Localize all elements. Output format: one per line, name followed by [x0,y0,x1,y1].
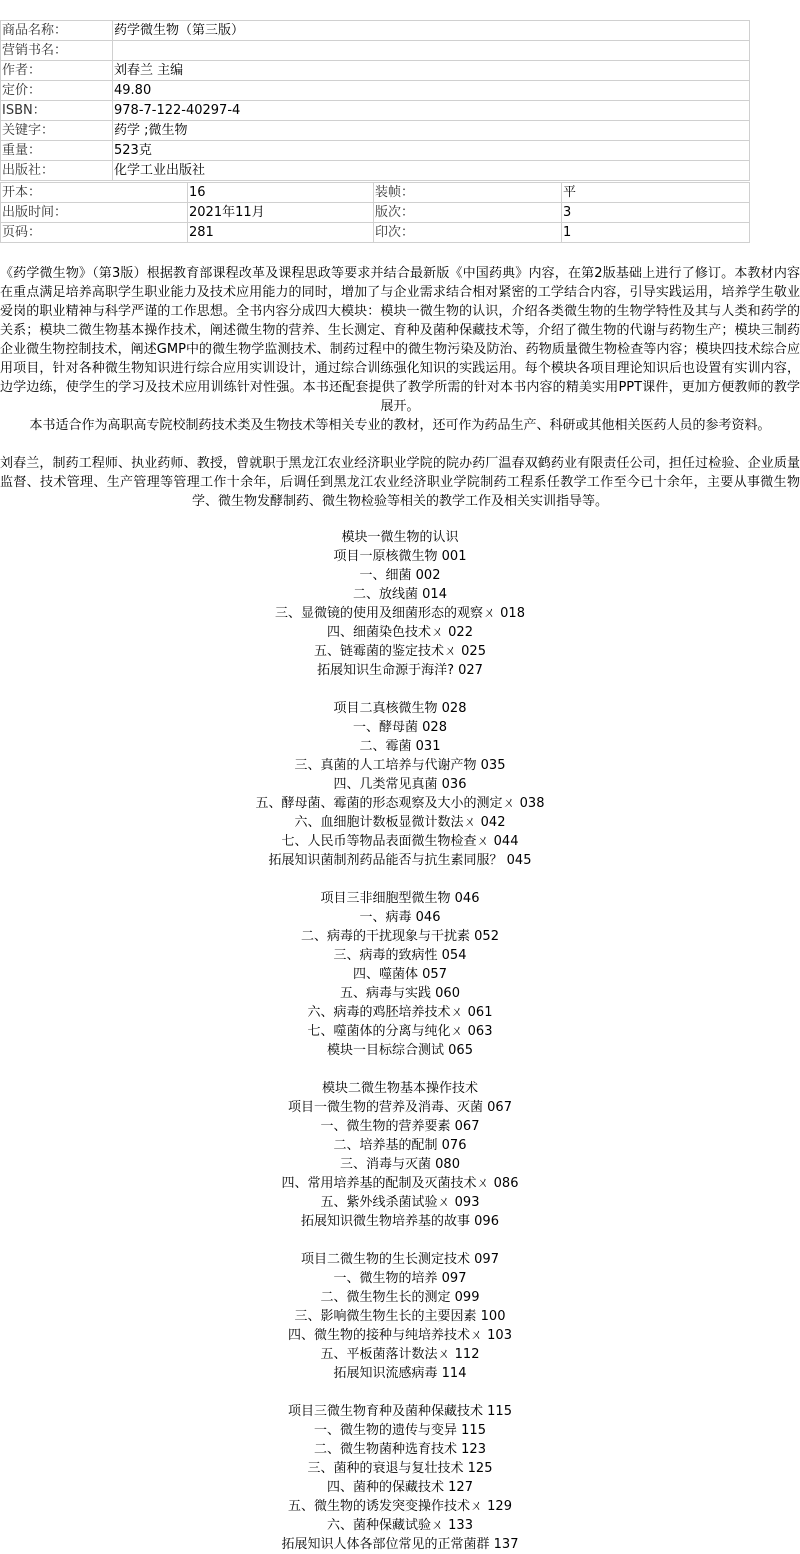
toc-entry: 一、微生物的培养 097 [333,1271,467,1286]
toc-entry: 四、菌种的保藏技术 127 [327,1480,473,1495]
toc-entry: 模块二微生物基本操作技术 [321,1081,478,1096]
toc-entry: 一、微生物的营养要素 067 [320,1119,480,1134]
toc-entry: 项目二微生物的生长测定技术 097 [301,1252,499,1267]
spec-value: 3 [562,203,750,223]
spec-row [1,203,750,223]
toc-entry: 六、病毒的鸡胚培养技术ㄨ 061 [307,1005,493,1020]
spec-value: 281 [188,223,374,243]
toc-entry: 五、链霉菌的鉴定技术ㄨ 025 [314,644,486,659]
spec-row [1,183,750,203]
spec-row [1,223,750,243]
info-label: 关键字： [1,121,113,141]
toc-entry: 模块一目标综合测试 065 [327,1043,473,1058]
info-value: 化学工业出版社 [113,161,750,181]
toc-entry: 模块一微生物的认识 [341,530,459,545]
toc-entry: 拓展知识人体各部位常见的正常菌群 137 [281,1537,519,1552]
toc-entry: 三、影响微生物生长的主要因素 100 [294,1309,506,1324]
info-label: 出版社： [1,161,113,181]
toc-entry: 一、微生物的遗传与变异 115 [314,1423,486,1438]
toc-entry: 二、放线菌 014 [353,587,447,602]
toc-entry: 二、病毒的干扰现象与干扰素 052 [301,929,499,944]
info-row [1,21,750,41]
info-label: 定价： [1,81,113,101]
toc-entry: 五、紫外线杀菌试验ㄨ 093 [320,1195,480,1210]
toc-spacer [0,1383,800,1402]
table-of-contents [0,528,800,1554]
spec-value: 1 [562,223,750,243]
toc-entry: 拓展知识流感病毒 114 [333,1366,467,1381]
toc-spacer [0,870,800,889]
info-value: 49.80 [113,81,750,101]
toc-entry: 项目一原核微生物 001 [333,549,467,564]
toc-entry: 一、病毒 046 [359,910,441,925]
toc-entry: 三、菌种的衰退与复壮技术 125 [307,1461,493,1476]
toc-entry: 七、噬菌体的分离与纯化ㄨ 063 [307,1024,493,1039]
toc-entry: 二、微生物生长的测定 099 [320,1290,480,1305]
toc-entry: 项目一微生物的营养及消毒、灭菌 067 [288,1100,512,1115]
info-label: 营销书名： [1,41,113,61]
toc-entry: 拓展知识生命源于海洋? 027 [317,663,483,678]
toc-spacer [0,1231,800,1250]
info-value: 523克 [113,141,750,161]
spec-value: 平 [562,183,750,203]
book-audience: 本书适合作为高职高专院校制药技术类及生物技术等相关专业的教材，还可作为药品生产、科研或其他相关医药人员的参考资料。 [29,418,771,433]
info-row [1,121,750,141]
toc-entry: 六、菌种保藏试验ㄨ 133 [327,1518,473,1533]
toc-entry: 一、细菌 002 [359,568,441,583]
toc-entry: 五、平板菌落计数法ㄨ 112 [320,1347,480,1362]
info-row [1,41,750,61]
author-bio: 刘春兰，制药工程师、执业药师、教授，曾就职于黑龙江农业经济职业学院的院办药厂温春双鹤药业有限责任公司，担任过检验、企业质量监督、技术管理、生产管理等管理工作十余年，后调任到黑龙江农业经济职业学院制药工程系任教学工作至今已十余年，主要从事微生物学、微生物发酵制药、微生物检验等相关的教学工作及相关实训指导等。 [0,456,800,509]
info-value: 药学 ;微生物 [113,121,750,141]
info-value: 978-7-122-40297-4 [113,101,750,121]
book-info-table [0,20,750,181]
toc-spacer [0,1060,800,1079]
book-description: 《药学微生物》（第3版）根据教育部课程改革及课程思政等要求并结合最新版《中国药典》内容，在第2版基础上进行了修订。本教材内容在重点满足培养高职学生职业能力及技术应用能力的同时，增加了与企业需求结合相对紧密的工学结合内容，引导实践运用，培养学生敬业爱岗的职业精神与科学严谨的工作思想。全书内容分成四大模块：模块一微生物的认识，介绍各类微生物的生物学特性及其与人类和药学的关系；模块二微生物基本操作技术，阐述微生物的营养、生长测定、育种及菌种保藏技术等，介绍了微生物的代谢与药物生产；模块三制药企业微生物控制技术，阐述GMP中的微生物学监测技术、制药过程中的微生物污染及防治、药物质量微生物检查等内容；模块四技术综合应用项目，针对各种微生物知识进行综合应用实训设计，通过综合训练强化知识的实践运用。每个模块各项目理论知识后也设置有实训内容，边学边练，使学生的学习及技术应用训练针对性强。本书还配套提供了教学所需的针对本书内容的精美实用PPT课件，更加方便教师的教学展开。 [0,266,800,414]
spec-label: 印次： [374,223,562,243]
info-label: 商品名称： [1,21,113,41]
toc-entry: 项目三微生物育种及菌种保藏技术 115 [288,1404,512,1419]
spec-value: 16 [188,183,374,203]
book-specs-table [0,182,750,243]
toc-entry: 四、几类常见真菌 036 [333,777,467,792]
info-label: 重量： [1,141,113,161]
toc-entry: 三、真菌的人工培养与代谢产物 035 [294,758,506,773]
spec-label: 装帧： [374,183,562,203]
toc-entry: 项目三非细胞型微生物 046 [320,891,480,906]
info-row [1,141,750,161]
info-row [1,101,750,121]
info-row [1,81,750,101]
spec-label: 出版时间： [1,203,188,223]
info-row [1,61,750,81]
spec-label: 开本： [1,183,188,203]
toc-entry: 一、酵母菌 028 [353,720,447,735]
toc-entry: 三、消毒与灭菌 080 [340,1157,460,1172]
info-row [1,161,750,181]
toc-spacer [0,680,800,699]
info-value: 药学微生物（第三版） [113,21,750,41]
toc-entry: 六、血细胞计数板显微计数法ㄨ 042 [294,815,506,830]
info-value [113,41,750,61]
toc-entry: 四、噬菌体 057 [353,967,447,982]
toc-entry: 三、病毒的致病性 054 [333,948,467,963]
toc-entry: 四、细菌染色技术ㄨ 022 [327,625,473,640]
toc-entry: 五、酵母菌、霉菌的形态观察及大小的测定ㄨ 038 [255,796,545,811]
toc-entry: 七、人民币等物品表面微生物检查ㄨ 044 [281,834,519,849]
toc-entry: 二、培养基的配制 076 [333,1138,467,1153]
toc-entry: 五、微生物的诱发突变操作技术ㄨ 129 [288,1499,512,1514]
toc-entry: 四、微生物的接种与纯培养技术ㄨ 103 [288,1328,512,1343]
toc-entry: 拓展知识微生物培养基的故事 096 [301,1214,499,1229]
spec-label: 版次： [374,203,562,223]
toc-entry: 五、病毒与实践 060 [340,986,460,1001]
spec-value: 2021年11月 [188,203,374,223]
toc-entry: 拓展知识菌制剂药品能否与抗生素同服？ 045 [268,853,532,868]
toc-entry: 二、微生物菌种选育技术 123 [314,1442,486,1457]
toc-entry: 项目二真核微生物 028 [333,701,467,716]
toc-entry: 三、显微镜的使用及细菌形态的观察ㄨ 018 [275,606,525,621]
info-value: 刘春兰 主编 [113,61,750,81]
info-label: ISBN： [1,101,113,121]
spec-label: 页码： [1,223,188,243]
info-label: 作者： [1,61,113,81]
toc-entry: 二、霉菌 031 [359,739,441,754]
toc-entry: 四、常用培养基的配制及灭菌技术ㄨ 086 [281,1176,519,1191]
